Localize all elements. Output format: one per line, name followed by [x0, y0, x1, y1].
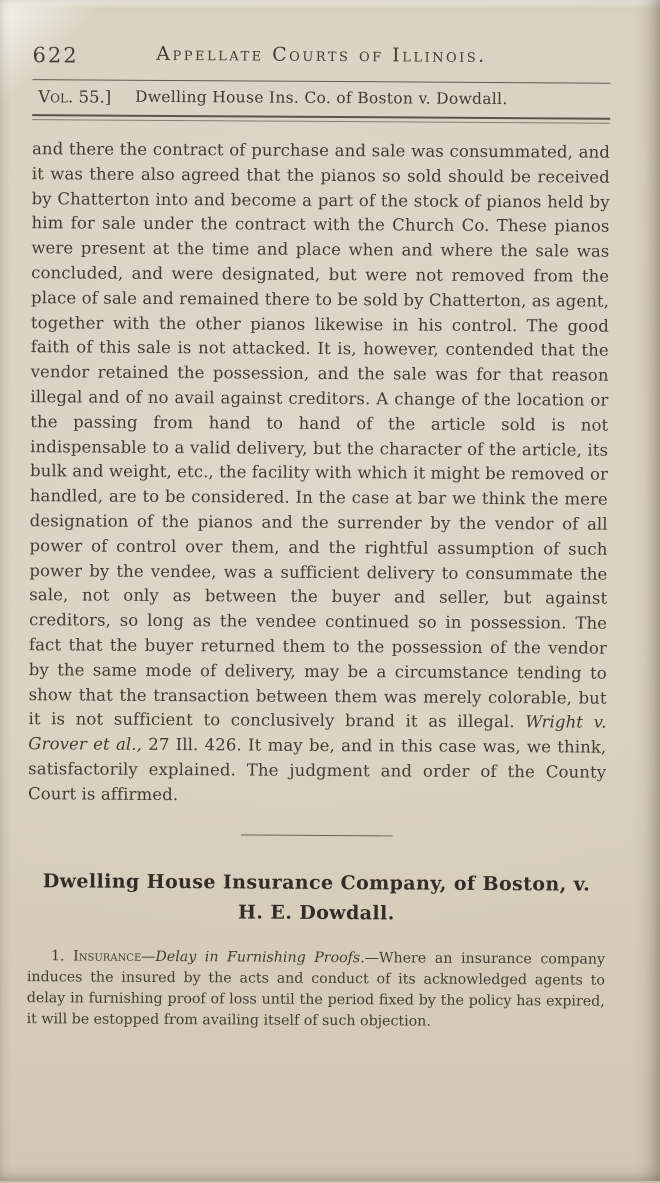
headnote-topic: Insurance — [73, 947, 142, 965]
page-header — [32, 42, 610, 74]
opinion-text-after-citation: 27 Ill. 426. It may be, and in this case was, we think, satisfactorily explained. The judgment and order of the County Court is affirmed. — [27, 735, 607, 804]
case-citation-inline: Wright v. Grover et al., — [28, 712, 607, 754]
headnote-paragraph — [27, 946, 606, 1034]
running-title: Appellate Courts of Illinois. — [156, 42, 487, 67]
volume-label: Vol. 55.] — [38, 87, 112, 107]
section-divider-rule — [241, 834, 393, 836]
opinion-paragraph — [28, 137, 610, 810]
case-title-line1: Dwelling House Insurance Company, of Boston, v. — [42, 869, 591, 896]
headnote-text: Where an insurance company induces the insured by the acts and conduct of its acknowledged agents to delay in furnishing proof of loss until the period fixed by the policy has expired, it will be estopped from availing itself of such objection. — [26, 949, 606, 1030]
volume-line — [32, 87, 610, 113]
header-rule — [32, 79, 610, 84]
double-rule — [32, 114, 610, 124]
headnote-number: 1. — [50, 947, 65, 964]
next-case-title — [27, 866, 605, 930]
case-title-line2: H. E. Dowdall. — [237, 900, 395, 924]
headnote-subtitle: —Delay in Furnishing Proofs.— — [141, 948, 379, 966]
opinion-text-before-citation: and there the contract of purchase and sale was consummated, and it was there also agreed that the pianos so sold should be received by Chatterton into and become a part of the stock of pianos held by him for sale under the contract with the Church Co. These pianos were present at the time and place when and where the sale was concluded, and were designated, but were not removed from the place of sale and remained there to be sold by Chatterton, as agent, together with the other pianos likewise in his control. The good faith of this sale is not attacked. It is, however, contended that the vendor retained the possession, and the sale was for that reason illegal and of no avail against creditors. A change of the location or the passing from hand to hand of the article sold is not indispensable to a valid delivery, but the character of the article, its bulk and weight, etc., the facility with which it might be removed or handled, are to be considered. In the case at bar we think the mere designation of the pianos and the surrender by the vendor of all power of control over them, and the rightful assumption of such power by the vendee, was a sufficient delivery to consummate the sale, not only as between the buyer and seller, but against creditors, so long as the vendee continued so in possession. The fact that the buyer returned them to the possession of the vendor by the same mode of delivery, may be a circumstance tending to show that the transaction between them was merely colorable, but it is not sufficient to conclusively brand it as illegal. — [28, 139, 611, 732]
page-number: 622 — [32, 43, 79, 68]
running-case-citation: Dwelling House Ins. Co. of Boston v. Dowdall. — [134, 87, 508, 109]
